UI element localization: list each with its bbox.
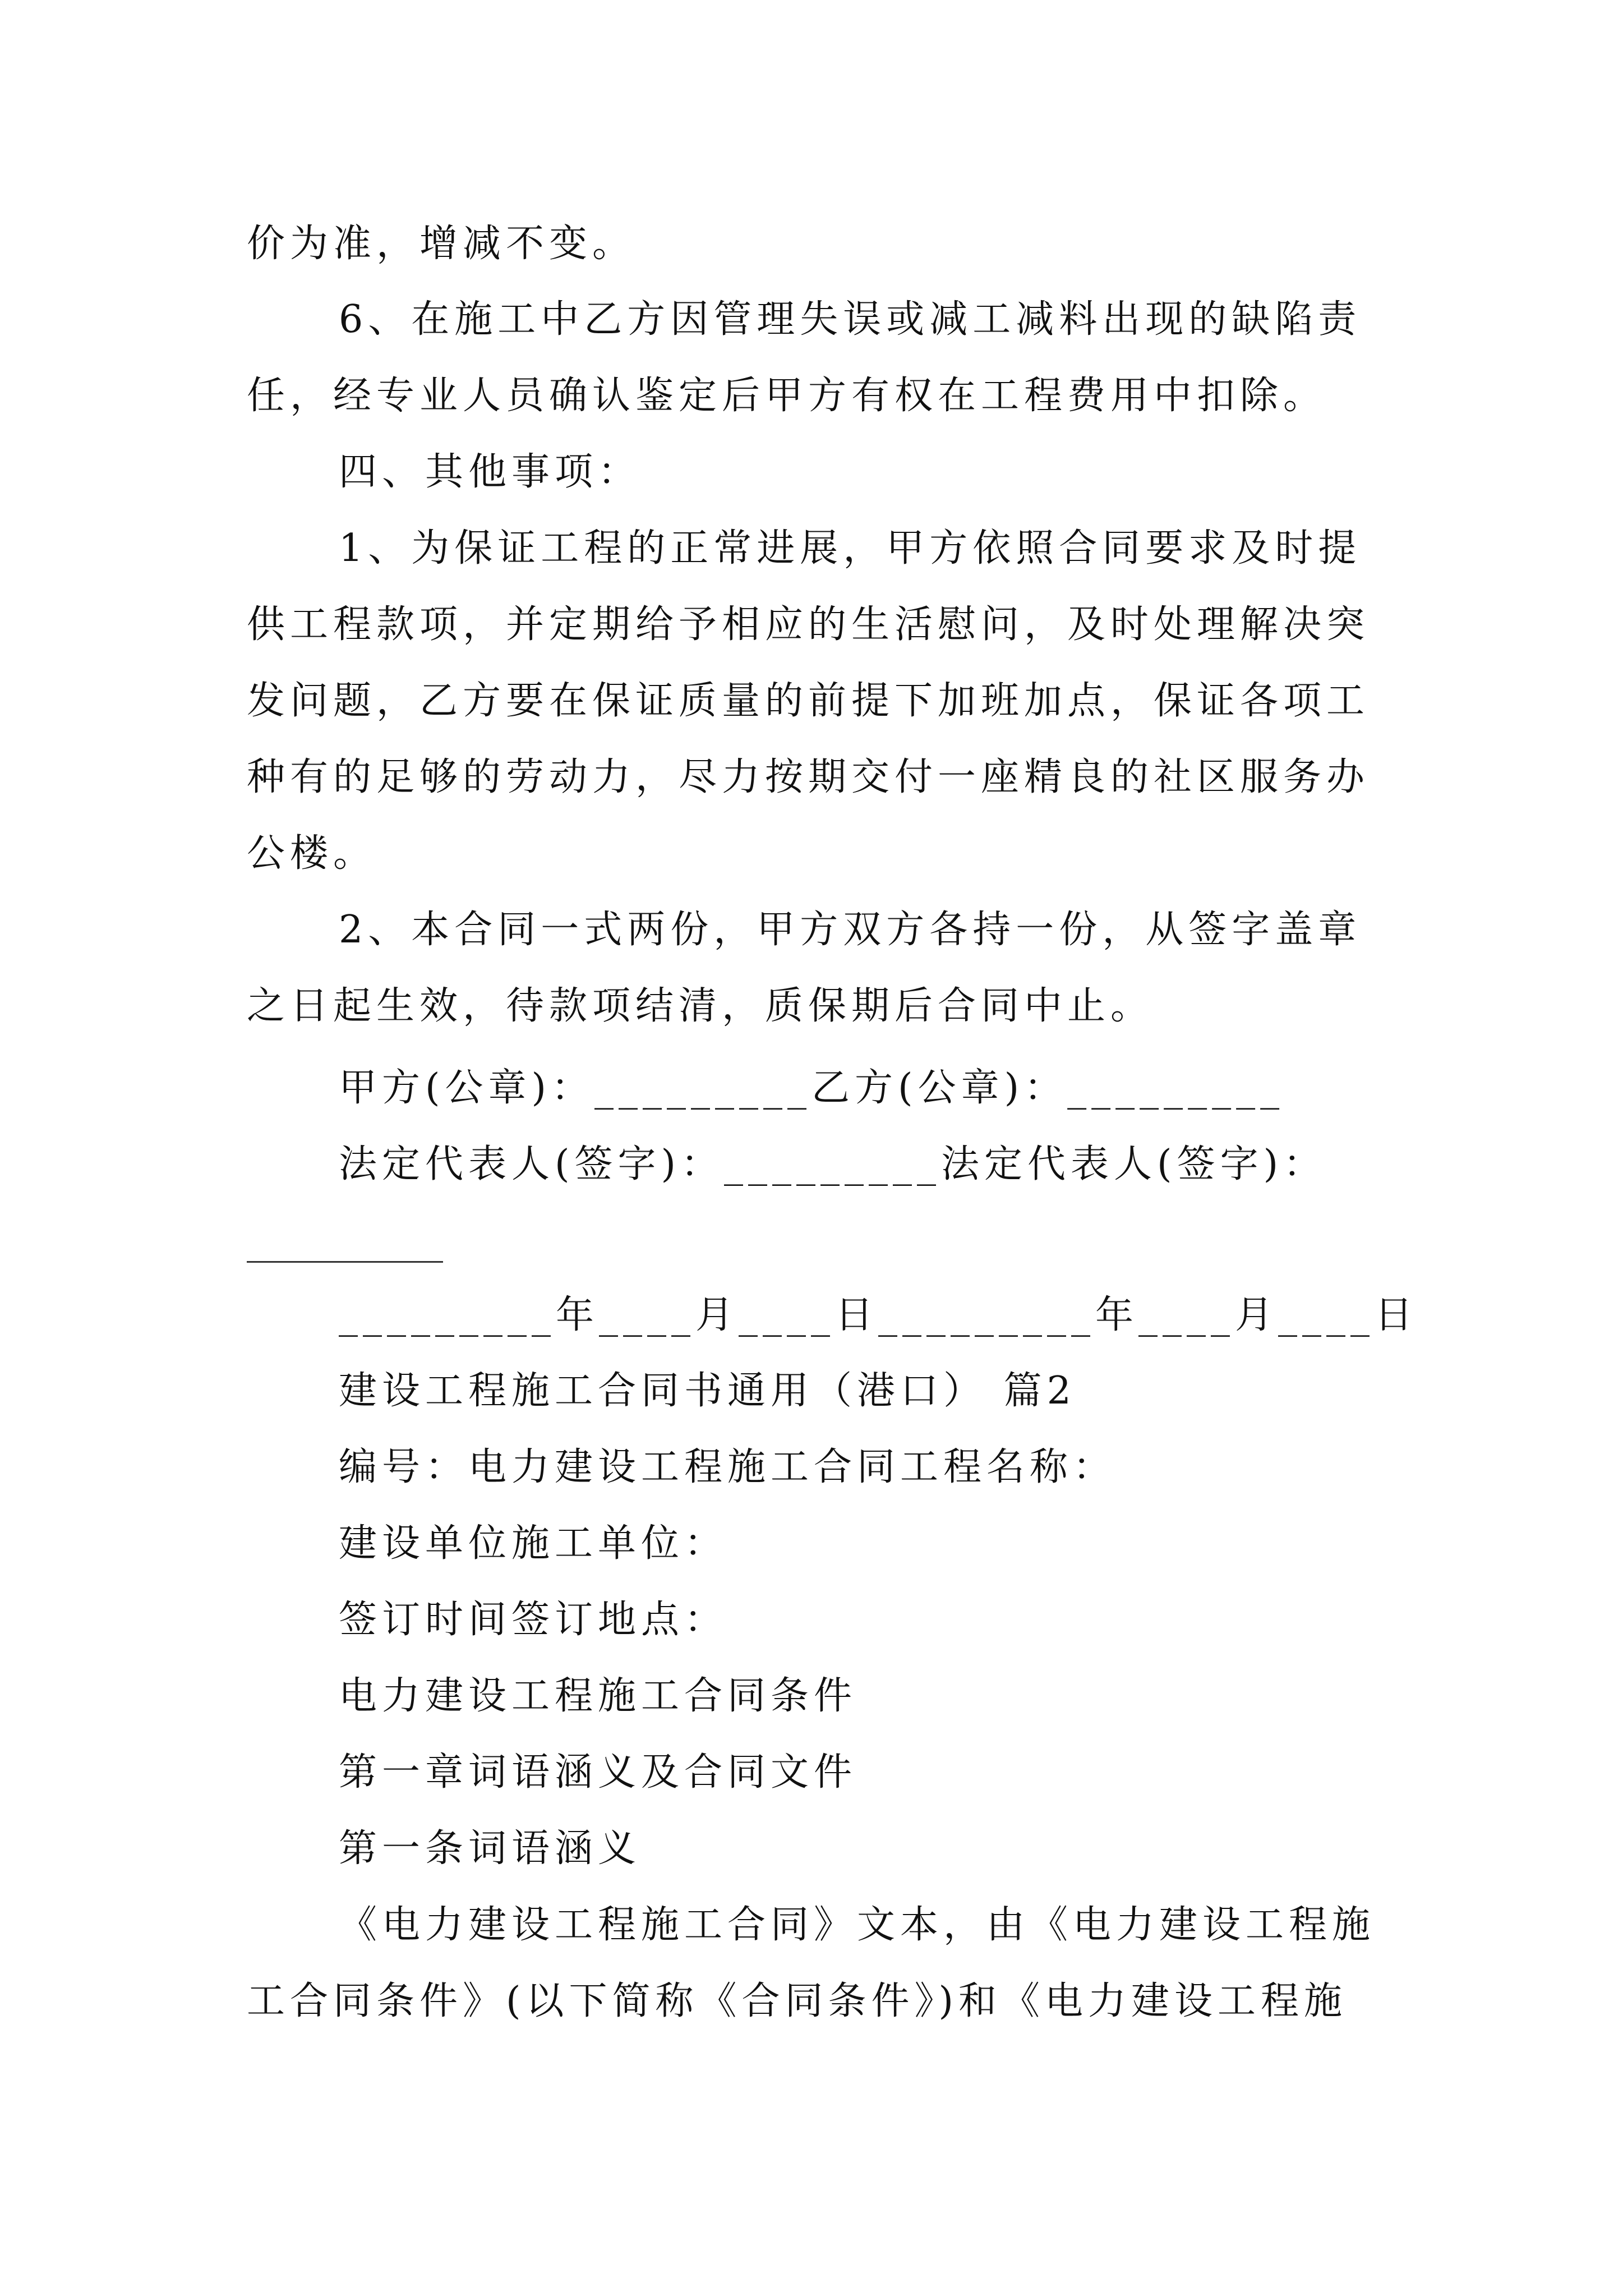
section-heading: 四、其他事项： <box>339 450 642 494</box>
signature-line-representative: 法定代表人(签字)：_________法定代表人(签字)： <box>339 1142 1327 1186</box>
text-line: 发问题，乙方要在保证质量的前提下加班加点，保证各项工 <box>247 679 1370 723</box>
text-line: 6、在施工中乙方因管理失误或减工减料出现的缺陷责 <box>339 297 1362 342</box>
text-line: 供工程款项，并定期给予相应的生活慰问，及时处理解决突 <box>247 602 1370 647</box>
text-line: 公楼。 <box>247 831 377 876</box>
section-heading: 电力建设工程施工合同条件 <box>339 1674 857 1718</box>
article-heading: 第一条词语涵义 <box>339 1826 642 1871</box>
text-line: 价为准，增减不变。 <box>247 222 636 266</box>
date-line: _________年____月____日_________年____月____日 <box>339 1293 1418 1337</box>
signature-line-seal: 甲方(公章)：_________乙方(公章)：_________ <box>339 1066 1285 1110</box>
chapter-heading: 第一章词语涵义及合同文件 <box>339 1750 857 1795</box>
text-line: 建设单位施工单位： <box>339 1521 728 1566</box>
text-line: 签订时间签订地点： <box>339 1598 728 1642</box>
document-title: 建设工程施工合同书通用（港口） 篇2 <box>339 1369 1076 1413</box>
text-line: 编号：电力建设工程施工合同工程名称： <box>339 1445 1117 1489</box>
text-line: 《电力建设工程施工合同》文本，由《电力建设工程施 <box>339 1903 1376 1947</box>
text-line: 工合同条件》(以下简称《合同条件》)和《电力建设工程施 <box>247 1979 1348 2023</box>
text-line: 之日起生效，待款项结清，质保期后合同中止。 <box>247 984 1154 1028</box>
signature-blank <box>247 1261 443 1263</box>
text-line: 种有的足够的劳动力，尽力按期交付一座精良的社区服务办 <box>247 755 1370 799</box>
text-line: 2、本合同一式两份，甲方双方各持一份，从签字盖章 <box>339 908 1362 952</box>
text-line: 1、为保证工程的正常进展，甲方依照合同要求及时提 <box>339 526 1362 570</box>
text-line: 任，经专业人员确认鉴定后甲方有权在工程费用中扣除。 <box>247 374 1327 418</box>
